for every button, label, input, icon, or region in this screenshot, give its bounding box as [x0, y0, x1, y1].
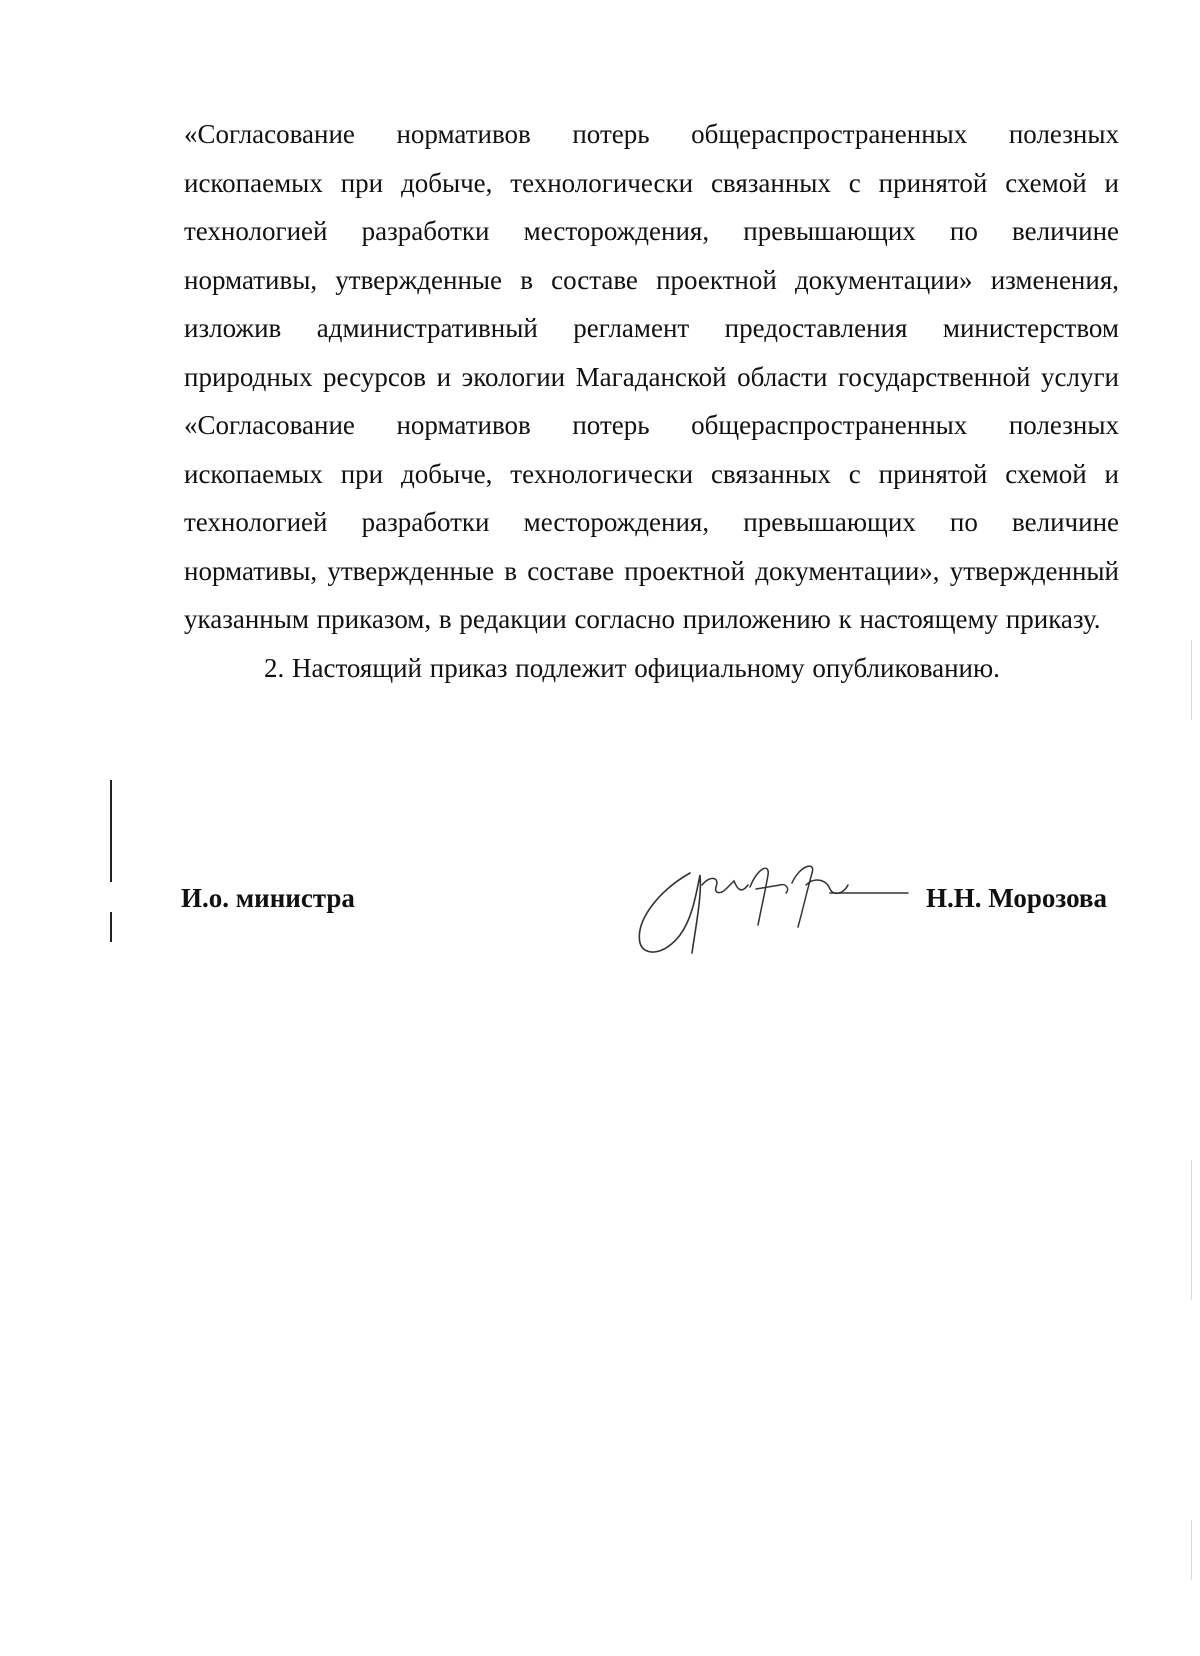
scan-edge-mark	[1191, 1520, 1192, 1580]
scan-edge-mark	[1191, 640, 1192, 720]
handwritten-signature-icon	[630, 855, 910, 965]
margin-mark	[110, 780, 112, 882]
document-body	[184, 110, 1119, 692]
signer-name: Н.Н. Морозова	[926, 883, 1107, 913]
body-paragraph-item-2: 2. Настоящий приказ подлежит официальному опубликованию.	[264, 652, 1000, 683]
scan-edge-mark	[1191, 1160, 1192, 1300]
signer-position: И.о. министра	[181, 883, 355, 913]
body-paragraph: «Согласование нормативов потерь общераспространенных полезных ископаемых при добыче, технологически связанных с принятой схемой и технологией разработки месторождения, превышающих по величине нормативы, утвержденные в составе проектной документации» изменения, изложив административный регламент предоставления министерством природных ресурсов и экологии Магаданской области государственной услуги «Согласование нормативов потерь общераспространенных полезных ископаемых при добыче, технологически связанных с принятой схемой и технологией разработки месторождения, превышающих по величине нормативы, утвержденные в составе проектной документации», утвержденный указанным приказом, в редакции согласно приложению к настоящему приказу.	[184, 119, 1119, 634]
margin-mark	[110, 912, 112, 942]
